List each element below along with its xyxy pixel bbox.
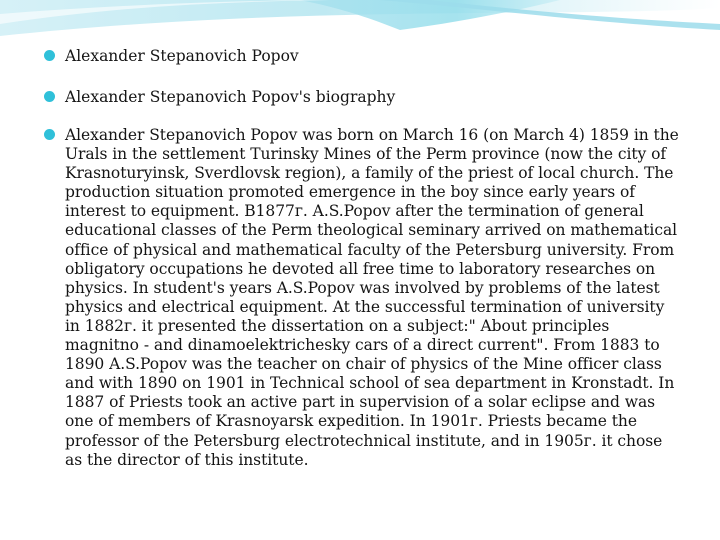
bullet-dot-icon	[44, 129, 55, 140]
bullet-item-biography	[44, 126, 680, 470]
bullet-text: Alexander Stepanovich Popov	[65, 47, 299, 65]
bullet-dot-icon	[44, 50, 55, 61]
bullet-text: Alexander Stepanovich Popov was born on March 16 (on March 4) 1859 in the Urals in the settlement Turinsky Mines of the Perm province (now the city of Krasnoturyinsk, Sverdlovsk region), a family of the priest of local church. The production situation promoted emergence in the boy since early years of interest to equipment. В1877г. A.S.Popov after the termination of general educational classes of the Perm theological seminary arrived on mathematical office of physical and mathematical faculty of the Petersburg university. From obligatory occupations he devoted all free time to laboratory researches on physics. In student's years A.S.Popov was involved by problems of the latest physics and electrical equipment. At the successful termination of university in 1882г. it presented the dissertation on a subject:" About principles magnitno - and dinamoelektrichesky cars of a direct current". From 1883 to 1890 A.S.Popov was the teacher on chair of physics of the Mine officer class and with 1890 on 1901 in Technical school of sea department in Kronstadt. In 1887 of Priests took an active part in supervision of a solar eclipse and was one of members of Krasnoyarsk expedition. In 1901г. Priests became the professor of the Petersburg electrotechnical institute, and in 1905г. it chose as the director of this institute.	[65, 126, 679, 469]
bullet-item-subtitle	[44, 85, 680, 109]
bullet-item-title	[44, 44, 680, 68]
bullet-dot-icon	[44, 91, 55, 102]
bullet-list	[44, 44, 680, 470]
bullet-text: Alexander Stepanovich Popov's biography	[65, 88, 396, 106]
